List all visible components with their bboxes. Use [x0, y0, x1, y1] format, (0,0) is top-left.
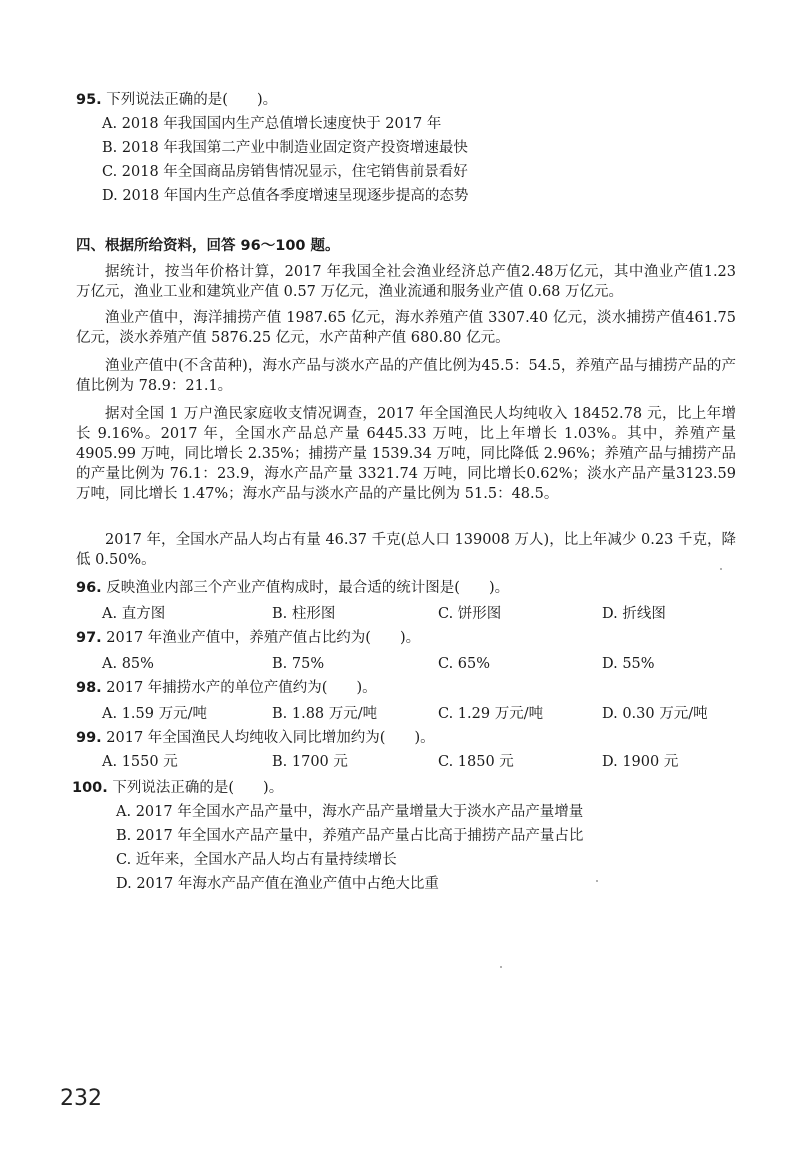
question-98-option-a: A. 1.59 万元/吨: [102, 706, 207, 722]
question-100-stem: [72, 778, 283, 798]
question-98-options: [102, 704, 742, 724]
question-99-number: 99.: [76, 730, 102, 746]
question-99-text: 2017 年全国渔民人均纯收入同比增加约为( )。: [106, 730, 435, 746]
question-96-text: 反映渔业内部三个产业产值构成时，最合适的统计图是( )。: [106, 580, 510, 596]
question-96-option-b: B. 柱形图: [272, 606, 336, 622]
question-95-stem: [76, 90, 277, 110]
question-98-option-b: B. 1.88 万元/吨: [272, 706, 378, 722]
scan-speck: [720, 568, 722, 570]
question-97-number: 97.: [76, 630, 102, 646]
material-paragraph-3: 渔业产值中(不含苗种)，海水产品与淡水产品的产值比例为45.5：54.5，养殖产品与捕捞产品的产值比例为 78.9：21.1。: [76, 358, 736, 394]
question-96-option-a: A. 直方图: [102, 606, 166, 622]
question-95-option-a: A. 2018 年我国国内生产总值增长速度快于 2017 年: [102, 116, 442, 132]
question-98-option-c: C. 1.29 万元/吨: [438, 706, 544, 722]
material-paragraph-4: 据对全国 1 万户渔民家庭收支情况调查，2017 年全国渔民人均纯收入 18452.78 元，比上年增长 9.16%。2017 年，全国水产品总产量 6445.33 万吨，比上年增长 1.03%。其中，养殖产量 4905.99 万吨，同比增长 2.35%；捕捞产量 1539.34 万吨，同比降低 2.96%；养殖产品与捕捞产品的产量比例为 76.1：23.9，海水产品产量 3321.74 万吨，同比增长0.62%；淡水产品产量3123.59 万吨，同比增长 1.47%；海水产品与淡水产品的产量比例为 51.5：48.5。: [76, 406, 736, 502]
question-97-stem: [76, 628, 420, 648]
material-paragraph-5: 2017 年，全国水产品人均占有量 46.37 千克(总人口 139008 万人)，比上年减少 0.23 千克，降低 0.50%。: [76, 532, 736, 568]
question-100-option-a: A. 2017 年全国水产品产量中，海水产品产量增量大于淡水产品产量增量: [116, 804, 584, 820]
question-95-text: 下列说法正确的是( )。: [106, 92, 278, 108]
section-heading: 四、根据所给资料，回答 96～100 题。: [76, 238, 340, 254]
question-96-options: [102, 604, 742, 624]
question-99-stem: [76, 728, 435, 748]
question-98-option-d: D. 0.30 万元/吨: [602, 706, 708, 722]
page-number: 232: [60, 1086, 102, 1111]
question-97-option-a: A. 85%: [102, 656, 154, 672]
question-95-option-c: C. 2018 年全国商品房销售情况显示，住宅销售前景看好: [102, 164, 468, 180]
question-100-option-b: B. 2017 年全国水产品产量中，养殖产品产量占比高于捕捞产品产量占比: [116, 828, 584, 844]
question-99-option-c: C. 1850 元: [438, 754, 514, 770]
material-paragraph-2: 渔业产值中，海洋捕捞产值 1987.65 亿元，海水养殖产值 3307.40 亿元，淡水捕捞产值461.75 亿元，淡水养殖产值 5876.25 亿元，水产苗种产值 680.80 亿元。: [76, 310, 736, 346]
scan-speck: [500, 966, 502, 968]
question-98-number: 98.: [76, 680, 102, 696]
question-98-stem: [76, 678, 377, 698]
question-99-option-d: D. 1900 元: [602, 754, 679, 770]
question-95-number: 95.: [76, 92, 102, 108]
question-100-text: 下列说法正确的是( )。: [112, 780, 284, 796]
question-99-option-b: B. 1700 元: [272, 754, 348, 770]
question-97-option-c: C. 65%: [438, 656, 491, 672]
question-99-options: [102, 752, 742, 772]
question-96-option-d: D. 折线图: [602, 606, 666, 622]
question-95-option-b: B. 2018 年我国第二产业中制造业固定资产投资增速最快: [102, 140, 468, 156]
question-98-text: 2017 年捕捞水产的单位产值约为( )。: [106, 680, 377, 696]
question-97-options: [102, 654, 742, 674]
question-100-number: 100.: [72, 780, 108, 796]
question-95-option-d: D. 2018 年国内生产总值各季度增速呈现逐步提高的态势: [102, 188, 469, 204]
question-96-option-c: C. 饼形图: [438, 606, 502, 622]
question-100-option-c: C. 近年来，全国水产品人均占有量持续增长: [116, 852, 397, 868]
question-100-option-d: D. 2017 年海水产品产值在渔业产值中占绝大比重: [116, 876, 439, 892]
question-96-number: 96.: [76, 580, 102, 596]
material-paragraph-1: 据统计，按当年价格计算，2017 年我国全社会渔业经济总产值2.48万亿元，其中渔业产值1.23 万亿元，渔业工业和建筑业产值 0.57 万亿元，渔业流通和服务业产值 0.68 万亿元。: [76, 264, 736, 300]
scan-speck: [596, 880, 598, 882]
question-97-text: 2017 年渔业产值中，养殖产值占比约为( )。: [106, 630, 421, 646]
question-97-option-d: D. 55%: [602, 656, 655, 672]
question-97-option-b: B. 75%: [272, 656, 325, 672]
question-96-stem: [76, 578, 509, 598]
question-99-option-a: A. 1550 元: [102, 754, 178, 770]
